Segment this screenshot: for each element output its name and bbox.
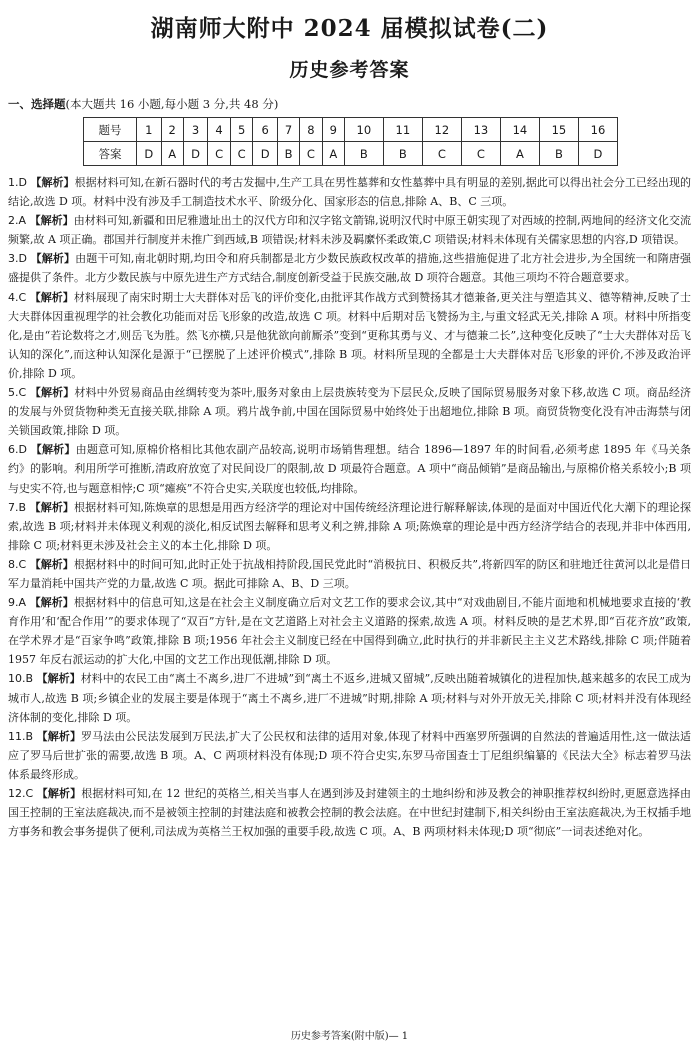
question-number: 11	[383, 118, 422, 142]
analysis-tag: 【解析】	[29, 596, 74, 610]
item-text: 根据材料可知,在 12 世纪的英格兰,相关当事人在遇到涉及封建领主的土地纠纷和涉及教会的神职推荐权纠纷时,更愿意选择由国王控制的王室法庭裁决,而不是被领主控制的封建法庭和被教会控制的教会法庭。在中世纪封建制下,相关纠纷由王室法庭裁决,为王权插手地方事务和教会事务提供了便利,司法成为英格兰王权加强的重要手段,故选 C 项。A、B 两项材料未体现;D 项“彻底”一词表述绝对化。	[8, 787, 691, 839]
item-answer: 8.C	[8, 557, 27, 571]
question-number: 5	[230, 118, 253, 142]
question-number: 1	[137, 118, 162, 142]
question-number: 4	[208, 118, 231, 142]
question-number: 6	[253, 118, 278, 142]
explanation-item	[8, 383, 691, 440]
explanation-item	[8, 727, 691, 784]
item-text: 材料中的农民工由“离土不离乡,进厂不进城”到“离土不返乡,进城又留城”,反映出随着城镇化的进程加快,越来越多的农民工成为城市人,故选 B 项;乡镇企业的发展主要是体现于“离土不离乡,进厂不进城”时期,排除 A 项;材料与对外开放无关,排除 C 项;材料并没有体现经济体制的变化,排除 D 项。	[8, 672, 691, 724]
answer-cell: C	[422, 142, 461, 166]
item-answer: 1.D	[8, 176, 27, 189]
answer-table	[83, 117, 618, 166]
answer-cell: C	[461, 142, 500, 166]
explanation-item	[8, 498, 691, 555]
item-text: 由材料可知,新疆和田尼雅遗址出土的汉代方印和汉字铭文箭锦,说明汉代时中原王朝实现了对西域的控制,两地间的经济文化交流频繁,故 A 项正确。郡国并行制度并未推广到西域,B 项错误;材料未涉及羁縻怀柔政策,C 项错误;材料未体现有关儒家思想的内容,D 项错误。	[8, 214, 691, 247]
item-text: 根据材料中的时间可知,此时正处于抗战相持阶段,国民党此时“消极抗日、积极反共”,将新四军的防区和驻地迁往黄河以北是借日军力量消耗中国共产党的力量,故选 C 项。据此可排除 A、B、D 三项。	[8, 557, 692, 590]
question-number: 16	[578, 118, 617, 142]
explanation-item	[8, 440, 691, 497]
question-number: 12	[422, 118, 461, 142]
analysis-tag: 【解析】	[30, 443, 76, 457]
analysis-tag: 【解析】	[29, 557, 74, 571]
question-number: 9	[322, 118, 344, 142]
item-answer: 11.B	[8, 729, 34, 743]
item-text: 根据材料中的信息可知,这是在社会主义制度确立后对文艺工作的要求会议,其中“对戏曲剧目,不能片面地和机械地要求直接的‘教育作用’和‘配合作用’”的要求体现了“双百”方针,是在文艺道路上对社会主义道路的探索,故选 A 项。材料反映的是艺术界,即“百花齐放”政策,在学术界才是“百家争鸣”政策,排除 B 项;1956 年社会主义制度已经在中国得到确立,此时执行的并非新民主主义艺术路线,排除 C 项;伴随着 1957 年反右派运动的扩大化,中国的文艺工作出现低潮,排除 D 项。	[8, 596, 692, 667]
answer-cell: D	[137, 142, 162, 166]
question-number: 8	[300, 118, 323, 142]
explanation-item	[8, 288, 691, 383]
question-number: 14	[500, 118, 539, 142]
question-number: 7	[277, 118, 299, 142]
explanation-item	[8, 669, 691, 726]
answer-cell: B	[344, 142, 383, 166]
answer-cell: C	[300, 142, 323, 166]
explanation-list	[8, 173, 691, 841]
question-number-row	[84, 118, 618, 142]
answer-cell: B	[539, 142, 578, 166]
item-answer: 3.D	[8, 252, 27, 266]
explanation-item	[8, 593, 691, 669]
item-text: 根据材料可知,在新石器时代的考古发掘中,生产工具在男性墓葬和女性墓葬中具有明显的差别,据此可以得出社会分工已经出现的结论,故选 D 项。材料中没有涉及手工制造技术水平、阶级分化、国家形态的信息,排除 A、B、C 三项。	[8, 176, 691, 209]
answer-header: 答案	[84, 142, 137, 166]
item-answer: 9.A	[8, 596, 27, 610]
item-text: 罗马法由公民法发展到万民法,扩大了公民权和法律的适用对象,体现了材料中西塞罗所强调的自然法的普遍适用性,这一做法适应了罗马后世扩张的需要,故选 B 项。A、C 两项材料没有体现;D 项不符合史实,东罗马帝国查士丁尼组织编纂的《民法大全》标志着罗马法体系最终形成。	[8, 729, 691, 781]
item-text: 由题干可知,南北朝时期,均田令和府兵制都是北方少数民族政权改革的措施,这些措施促进了北方社会进步,为全国统一和隋唐强盛提供了条件。北方少数民族与中原先进生产方式结合,制度创新受益于民族交融,故 D 项符合题意。其他三项均不符合题意要求。	[8, 252, 692, 285]
question-number: 10	[344, 118, 383, 142]
item-answer: 10.B	[8, 672, 34, 686]
question-number: 15	[539, 118, 578, 142]
item-answer: 2.A	[8, 214, 27, 228]
analysis-tag: 【解析】	[30, 252, 76, 266]
answer-cell: B	[277, 142, 299, 166]
answer-cell: D	[253, 142, 278, 166]
explanation-item	[8, 784, 691, 841]
question-number: 13	[461, 118, 500, 142]
item-answer: 5.C	[8, 386, 27, 400]
item-text: 根据材料可知,陈焕章的思想是用西方经济学的理论对中国传统经济理论进行解释解读,体现的是面对中国近代化大潮下的理论探索,故选 B 项;材料并未体现义利观的淡化,相反试图去解释和思考义利之辨,排除 A 项;陈焕章的理论是中西方经济学结合的表现,并非中体西用,排除 C 项;材料更未涉及社会主义的本土化,排除 D 项。	[8, 500, 691, 552]
item-text: 材料展现了南宋时期士大夫群体对岳飞的评价变化,由批评其作战方式到赞扬其才德兼备,更关注与塑造其义、德等精神,反映了士大夫群体因重视理学的社会教化功能而对岳飞形象的改造,故选 C 项。材料中后期对岳飞赞扬为主,与重文轻武无关,排除 A 项。材料中所指变化,是由“若论数将之才,则岳飞为胜。然飞亦横,只是他犹欲向前厮杀”变到“更称其勇与义、才与德兼二长”,这种变化反映了“士大夫群体对岳飞认知的深化”,而这种认知深化是源于“已摆脱了上述评价模式”,排除 B 项。材料所呈现的全都是士大夫群体对岳飞形象的评价,不涉及政治评价,排除 D 项。	[8, 290, 691, 380]
answer-cell: A	[500, 142, 539, 166]
explanation-item	[8, 555, 691, 593]
item-text: 由题意可知,原棉价格相比其他农副产品较高,说明市场销售理想。结合 1896—1897 年的时间看,必须考虑 1895 年《马关条约》的影响。利用所学可推断,清政府放宽了对民间设厂的限制,故 D 项最符合题意。A 项中“商品倾销”是商品输出,与原棉价格关系较小;B 项与史实不符,也与题意相悖;C 项“瘫痪”不符合史实,关联度也较低,均排除。	[8, 443, 691, 495]
question-number: 2	[161, 118, 183, 142]
exam-title: 湖南师大附中 2024 届模拟试卷(二)	[150, 15, 549, 42]
explanation-item	[8, 173, 691, 211]
item-answer: 12.C	[8, 787, 34, 800]
page-footer: 历史参考答案(附中版)— 1	[290, 1031, 409, 1042]
answer-cell: D	[183, 142, 208, 166]
section-label: 一、选择题	[8, 97, 66, 111]
analysis-tag: 【解析】	[29, 214, 74, 228]
item-answer: 7.B	[8, 500, 27, 514]
answer-cell: C	[208, 142, 231, 166]
item-answer: 6.D	[8, 443, 27, 457]
analysis-tag: 【解析】	[29, 290, 74, 304]
answer-key-title: 历史参考答案	[289, 59, 410, 81]
explanation-item	[8, 249, 691, 287]
answer-cell: D	[578, 142, 617, 166]
answer-cell: C	[230, 142, 253, 166]
analysis-tag: 【解析】	[36, 729, 82, 743]
answer-cell: A	[322, 142, 344, 166]
analysis-tag: 【解析】	[36, 787, 82, 800]
analysis-tag: 【解析】	[36, 672, 81, 686]
analysis-tag: 【解析】	[29, 500, 74, 514]
item-answer: 4.C	[8, 290, 27, 304]
question-number-header: 题号	[84, 118, 137, 142]
section-heading	[8, 96, 278, 112]
question-number: 3	[183, 118, 208, 142]
section-note: (本大题共 16 小题,每小题 3 分,共 48 分)	[65, 97, 279, 111]
explanation-item	[8, 211, 691, 249]
analysis-tag: 【解析】	[30, 176, 75, 189]
item-text: 材料中外贸易商品由丝绸转变为茶叶,服务对象由上层贵族转变为下层民众,反映了国际贸易服务对象下移,故选 C 项。商品经济的发展与外贸货物种类无直接关联,排除 A 项。鸦片战争前,中国在国际贸易中始终处于出超地位,排除 B 项。商贸货物变化没有冲击海禁与闭关锁国政策,排除 D 项。	[8, 386, 691, 438]
analysis-tag: 【解析】	[29, 386, 75, 400]
answer-row	[84, 142, 618, 166]
answer-cell: A	[161, 142, 183, 166]
answer-cell: B	[383, 142, 422, 166]
